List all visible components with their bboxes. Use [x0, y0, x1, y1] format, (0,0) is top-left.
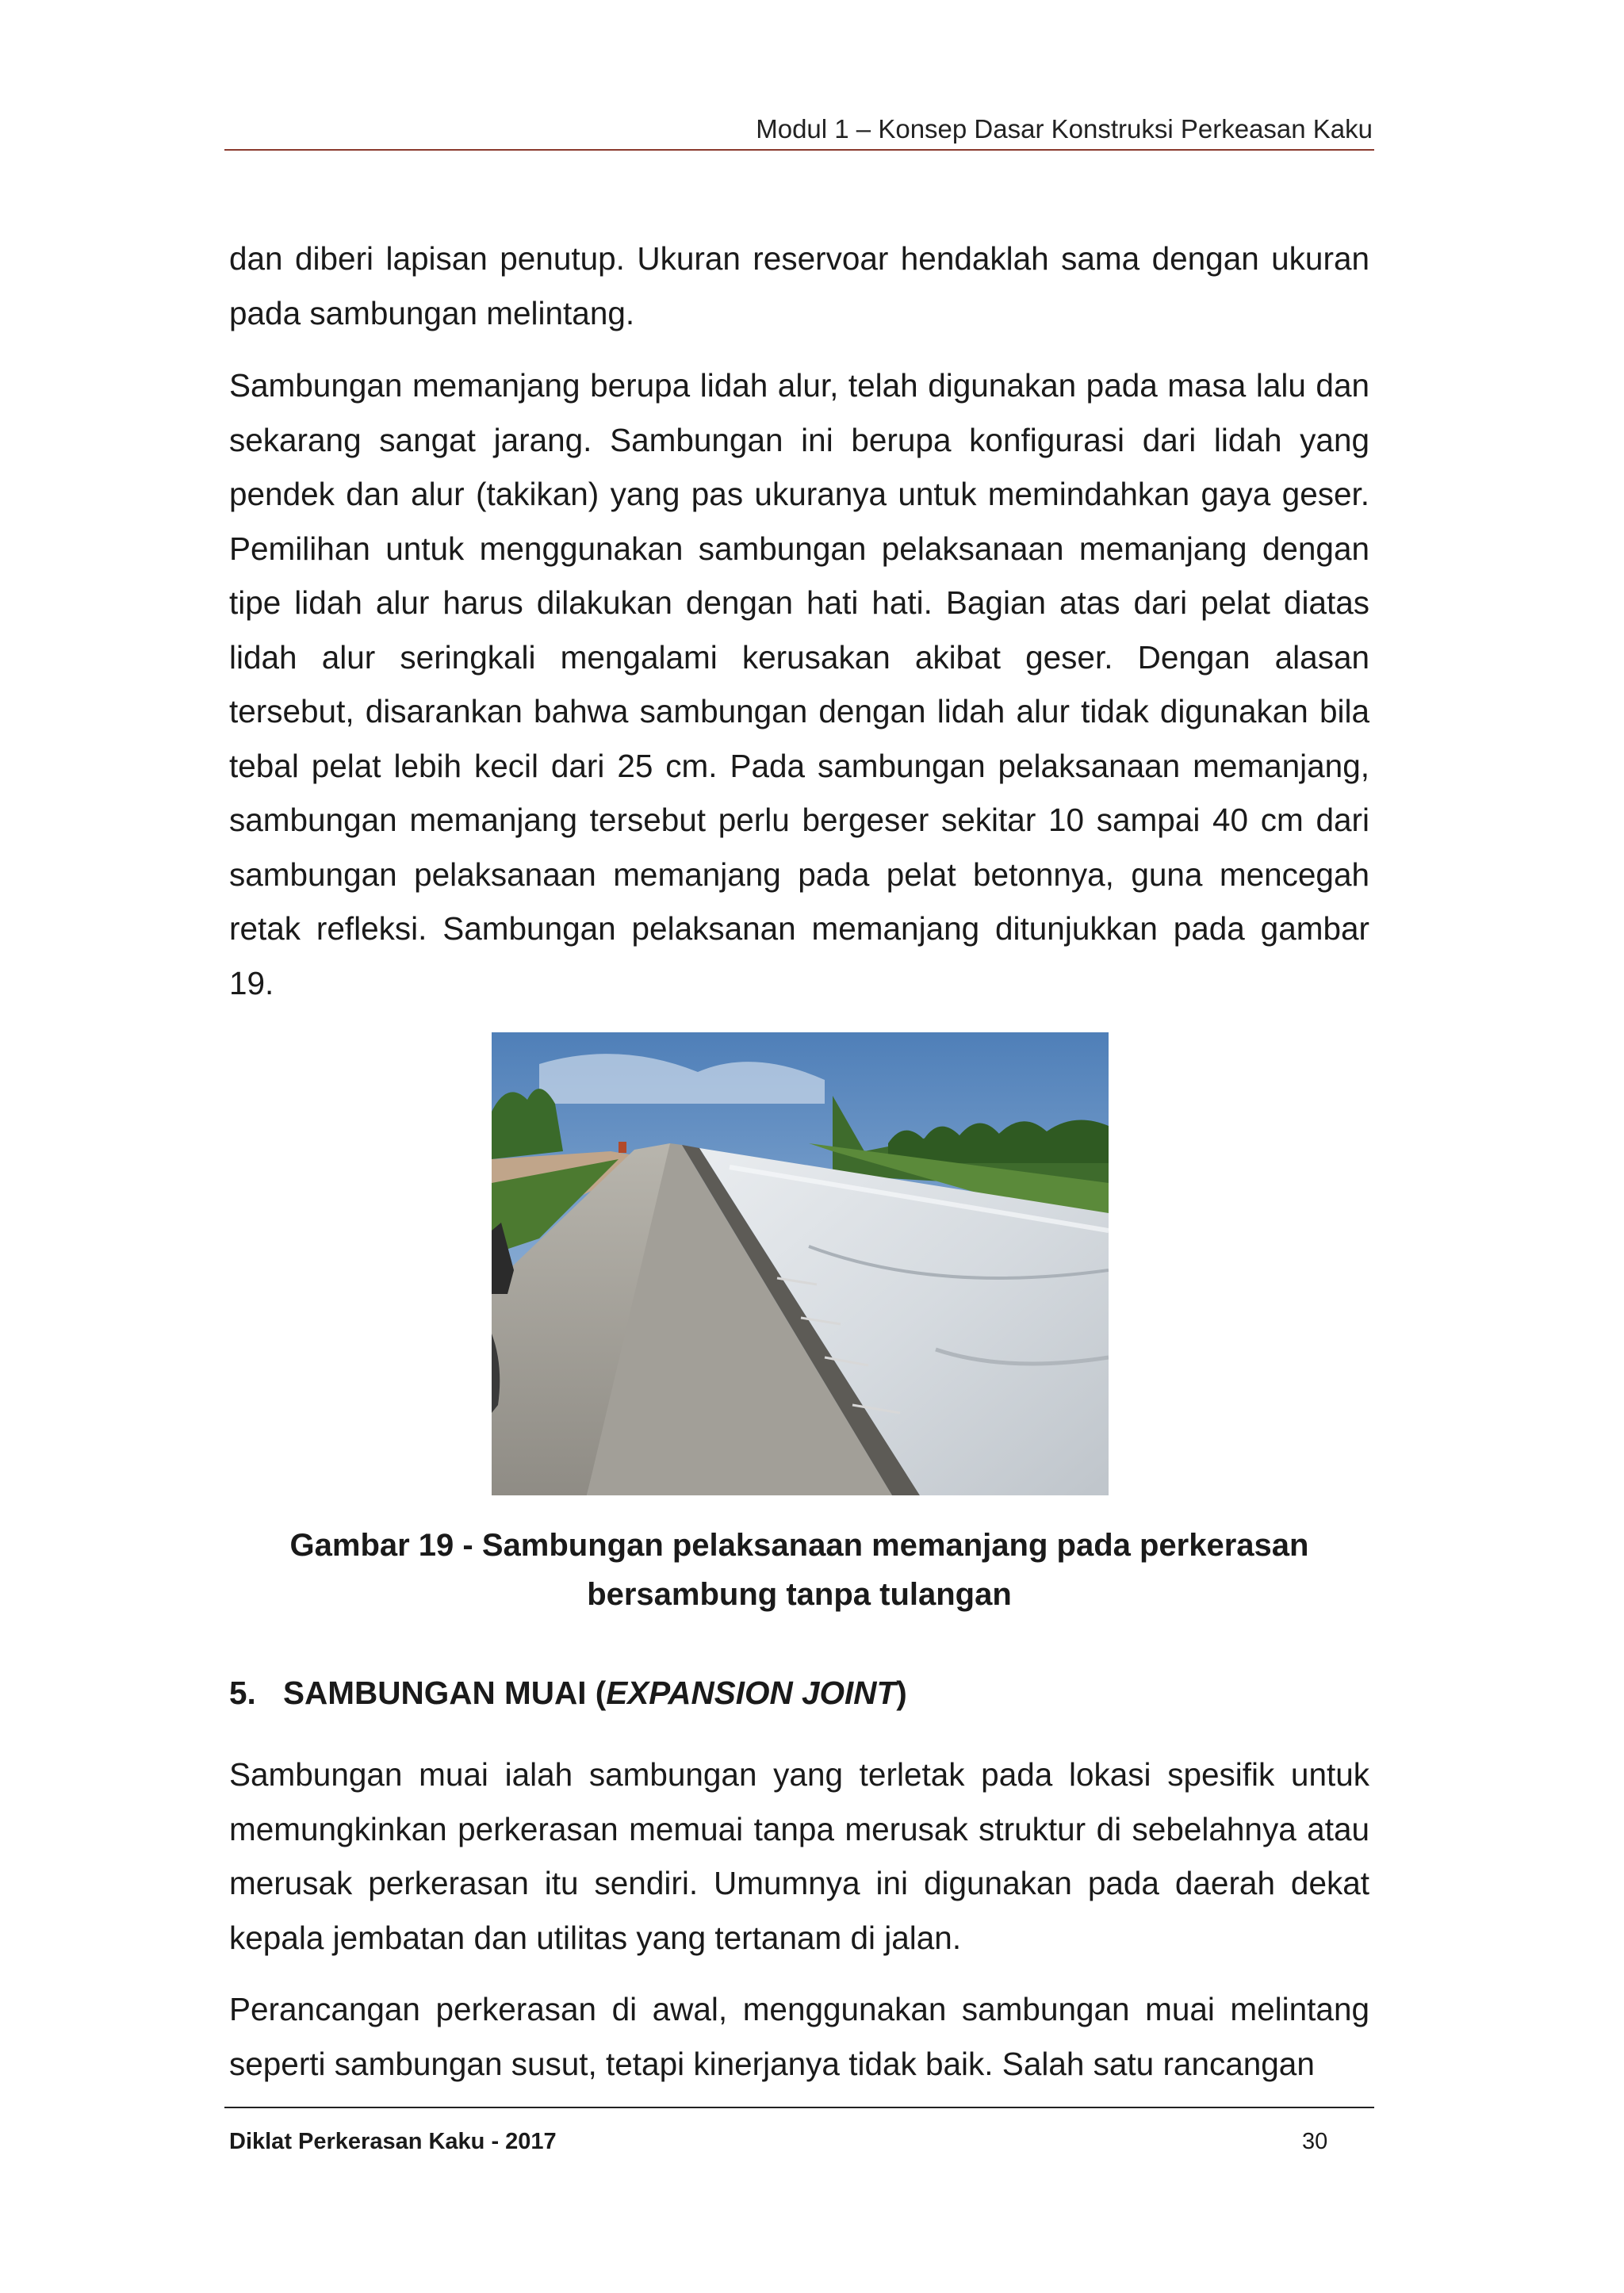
- caption-line-2: bersambung tanpa tulangan: [587, 1577, 1012, 1612]
- section-title-italic: EXPANSION JOINT: [606, 1675, 897, 1711]
- section-title-prefix: SAMBUNGAN MUAI (: [283, 1675, 607, 1711]
- header-title: Modul 1 – Konsep Dasar Konstruksi Perkeasan Kaku: [756, 114, 1373, 144]
- page-header: [224, 109, 1374, 151]
- paragraph-3: Sambungan muai ialah sambungan yang terletak pada lokasi spesifik untuk memungkinkan perkerasan memuai tanpa merusak struktur di sebelahnya atau merusak perkerasan itu sendiri. Umumnya ini digunakan pada daerah dekat kepala jembatan dan utilitas yang tertanam di jalan.: [229, 1756, 1369, 1956]
- paragraph-4: Perancangan perkerasan di awal, menggunakan sambungan muai melintang seperti sambungan susut, tetapi kinerjanya tidak baik. Salah satu rancangan: [229, 1991, 1369, 2082]
- section-heading: [229, 1675, 907, 1712]
- figure-road-photo: [492, 1032, 1109, 1495]
- paragraph-2: Sambungan memanjang berupa lidah alur, telah digunakan pada masa lalu dan sekarang sangat jarang. Sambungan ini berupa konfigurasi dari lidah yang pendek dan alur (takikan) yang pas ukuranya untuk memindahkan gaya geser. Pemilihan untuk menggunakan sambungan pelaksanaan memanjang dengan tipe lidah alur harus dilakukan dengan hati hati. Bagian atas dari pelat diatas lidah alur seringkali mengalami kerusakan akibat geser. Dengan alasan tersebut, disarankan bahwa sambungan dengan lidah alur tidak digunakan bila tebal pelat lebih kecil dari 25 cm. Pada sambungan pelaksanaan memanjang, sambungan memanjang tersebut perlu bergeser sekitar 10 sampai 40 cm dari sambungan pelaksanaan memanjang pada pelat betonnya, guna mencegah retak refleksi. Sambungan pelaksanan memanjang ditunjukkan pada gambar 19.: [229, 367, 1369, 1001]
- page-number: 30: [1302, 2129, 1328, 2154]
- caption-line-1: Gambar 19 - Sambungan pelaksanaan memanjang pada perkerasan: [289, 1528, 1309, 1563]
- footer-divider: [224, 2107, 1374, 2108]
- figure-caption: [229, 1521, 1369, 1619]
- section-title-suffix: ): [896, 1675, 907, 1711]
- section-number: 5.: [229, 1675, 256, 1711]
- footer-title: Diklat Perkerasan Kaku - 2017: [229, 2129, 557, 2154]
- paragraph-1: dan diberi lapisan penutup. Ukuran reservoar hendaklah sama dengan ukuran pada sambungan melintang.: [229, 240, 1369, 331]
